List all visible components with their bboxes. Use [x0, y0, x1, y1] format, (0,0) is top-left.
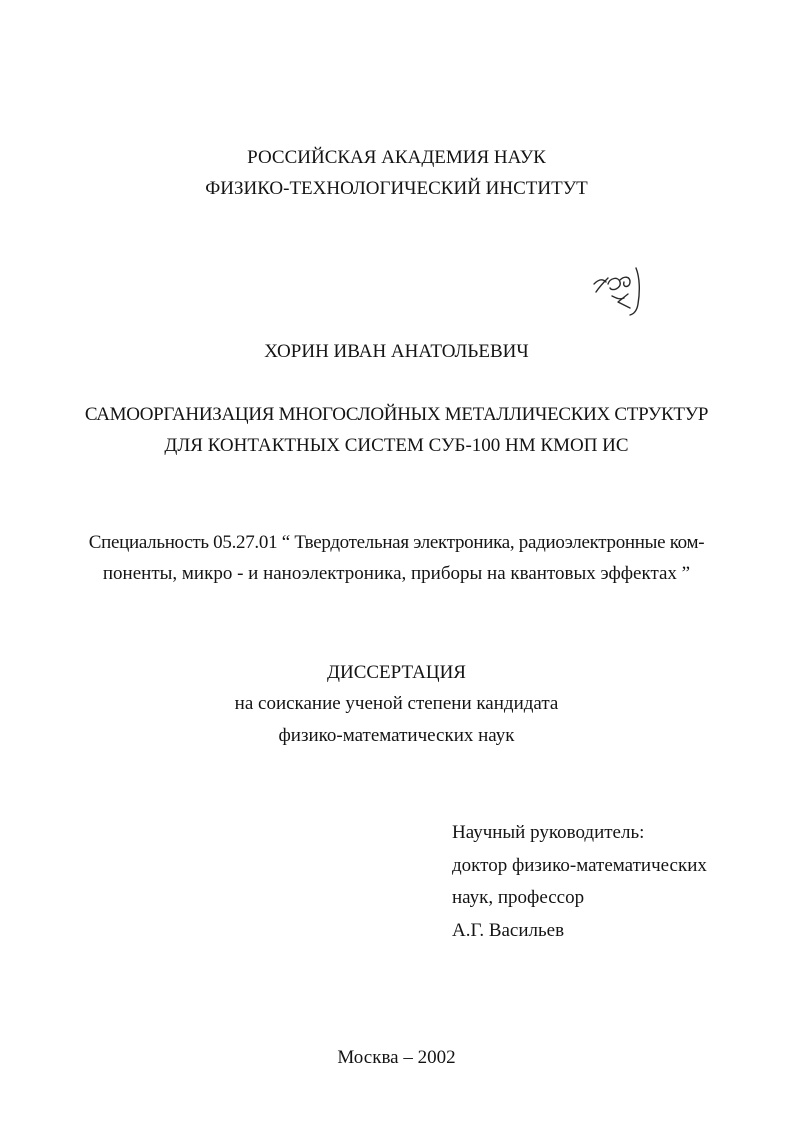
author-name: ХОРИН ИВАН АНАТОЛЬЕВИЧ	[264, 341, 529, 362]
academy-heading: РОССИЙСКАЯ АКАДЕМИЯ НАУК	[247, 147, 546, 168]
specialty-line-2: поненты, микро - и наноэлектроника, приборы на квантовых эффектах ”	[102, 563, 691, 584]
dissertation-title-line-2: ДЛЯ КОНТАКТНЫХ СИСТЕМ СУБ-100 НМ КМОП ИС	[164, 435, 629, 456]
city-year: Москва – 2002	[337, 1047, 456, 1068]
dissertation-title-line-1: САМООРГАНИЗАЦИЯ МНОГОСЛОЙНЫХ МЕТАЛЛИЧЕСКИХ СТРУКТУР	[84, 404, 709, 425]
degree-line-1: на соискание ученой степени кандидата	[234, 693, 559, 714]
dissertation-label: ДИССЕРТАЦИЯ	[327, 662, 466, 683]
supervisor-degree-line-1: доктор физико-математических	[452, 855, 707, 876]
supervisor-name: А.Г. Васильев	[452, 920, 565, 941]
institute-heading: ФИЗИКО-ТЕХНОЛОГИЧЕСКИЙ ИНСТИТУТ	[205, 178, 588, 199]
specialty-line-1: Специальность 05.27.01 “ Твердотельная электроника, радиоэлектронные ком-	[88, 532, 705, 553]
degree-line-2: физико-математических наук	[278, 725, 515, 746]
supervisor-label: Научный руководитель:	[452, 822, 645, 843]
signature-icon	[588, 262, 658, 320]
supervisor-degree-line-2: наук, профессор	[452, 887, 585, 908]
